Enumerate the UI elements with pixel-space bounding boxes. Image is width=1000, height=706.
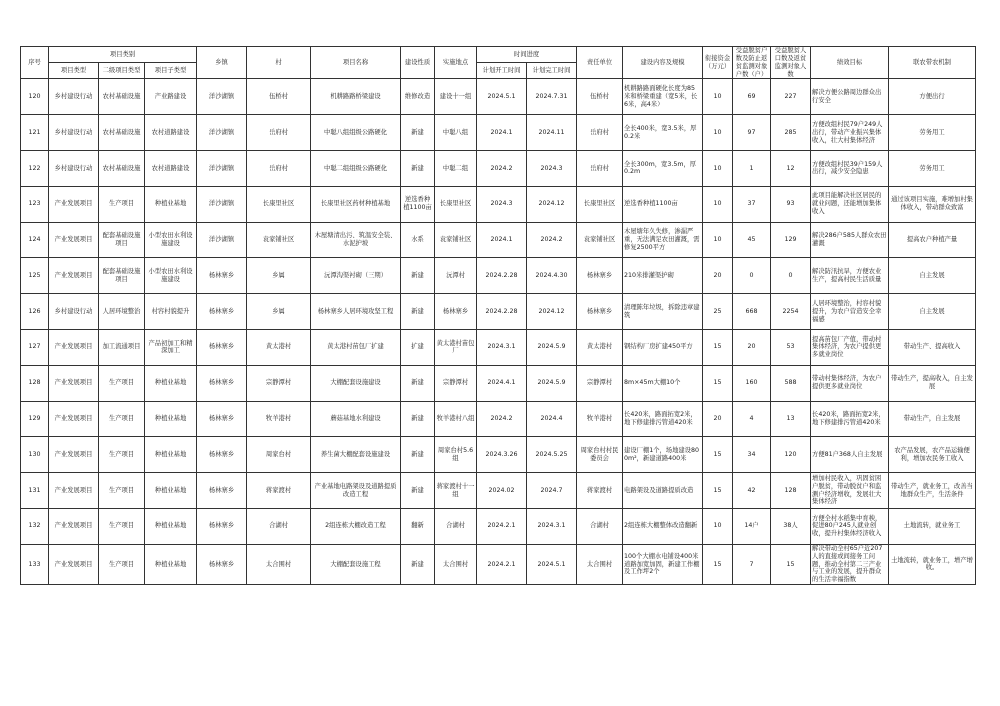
cell-sub: 农村道路建设 [145,151,197,187]
cell-mechanism: 带动生产，自主发展 [889,401,976,437]
cell-mechanism: 提高农户种植产量 [889,222,976,258]
cell-mechanism: 带动生产、提高收入 [889,330,976,366]
cell-sub2: 人居环境整治 [99,294,145,330]
cell-seq: 133 [21,544,49,584]
cell-type: 产业发展项目 [49,365,99,401]
cell-unit: 黄太港村 [577,330,623,366]
cell-nature: 新建 [401,365,435,401]
cell-mechanism: 土地流转，就业务工 [889,509,976,545]
cell-fund: 25 [703,294,733,330]
cell-start: 2024.2 [477,401,527,437]
cell-type: 产业发展项目 [49,509,99,545]
cell-name: 养生菌大棚配套设施建设 [311,437,401,473]
header-people: 受益脱贫人口数及返贫监测对象人数 [771,47,811,79]
cell-name: 木屋塘清出污、筑温安全装、水泥护坡 [311,222,401,258]
cell-nature: 水系 [401,222,435,258]
cell-village: 宗静潭村 [247,365,311,401]
cell-place: 周家台村5.6组 [435,437,477,473]
cell-goal: 增加村民收入，巩固贫困户脱贫，带动脱贫户和监测户经济增收，发展壮大集体经济 [811,473,889,509]
cell-name: 杨林寨乡人居环境攻坚工程 [311,294,401,330]
table-row [21,437,976,473]
cell-households: 20 [733,330,771,366]
cell-content: 2组连栋大棚整体改造翻新 [623,509,703,545]
cell-fund: 15 [703,544,733,584]
cell-town: 杨林寨乡 [197,294,247,330]
cell-nature: 新建 [401,151,435,187]
cell-mechanism: 劳务用工 [889,151,976,187]
table-row [21,294,976,330]
cell-start: 2024.3.1 [477,330,527,366]
cell-fund: 15 [703,473,733,509]
cell-goal: 解决286户585人群众农田灌溉 [811,222,889,258]
cell-start: 2024.2.28 [477,294,527,330]
cell-place: 黄太港村苗包厂 [435,330,477,366]
header-goal: 绩效目标 [811,47,889,79]
cell-village: 太合围村 [247,544,311,584]
cell-nature: 维修改造 [401,79,435,115]
cell-nature: 新建 [401,437,435,473]
cell-village: 蒋家渡村 [247,473,311,509]
cell-start: 2024.2.28 [477,258,527,294]
table-row [21,115,976,151]
cell-sub: 农村道路建设 [145,115,197,151]
cell-end: 2024.5.1 [527,544,577,584]
cell-content: 建设厂棚1个，场地建设800m²，新建道路400米 [623,437,703,473]
cell-sub: 村容村貌提升 [145,294,197,330]
cell-unit: 宗静潭村 [577,365,623,401]
cell-households: 45 [733,222,771,258]
table-row [21,258,976,294]
cell-village: 乡属 [247,294,311,330]
cell-people: 129 [771,222,811,258]
cell-households: 14户 [733,509,771,545]
cell-sub2: 生产项目 [99,437,145,473]
cell-village: 乡属 [247,258,311,294]
cell-content: 逆选香种植1100亩 [623,186,703,222]
cell-seq: 125 [21,258,49,294]
cell-end: 2024.12 [527,294,577,330]
cell-households: 34 [733,437,771,473]
cell-sub2: 农村基础设施 [99,115,145,151]
cell-content: 全长300m，宽3.5m，厚0.2m [623,151,703,187]
table-row [21,222,976,258]
cell-unit: 合湖村 [577,509,623,545]
cell-start: 2024.2 [477,151,527,187]
cell-nature: 新建 [401,115,435,151]
cell-people: 15 [771,544,811,584]
cell-place: 合湖村 [435,509,477,545]
cell-end: 2024.2 [527,222,577,258]
cell-village: 岳府村 [247,151,311,187]
cell-place: 中聪二组 [435,151,477,187]
table-row [21,330,976,366]
cell-name: 长康里社区药材种植基地 [311,186,401,222]
cell-sub: 种植业基地 [145,186,197,222]
cell-start: 2024.2.1 [477,544,527,584]
header-sub2: 二级项目类型 [99,63,145,79]
cell-place: 蒋家渡村十一组 [435,473,477,509]
cell-seq: 128 [21,365,49,401]
cell-type: 乡村建设行动 [49,79,99,115]
cell-goal: 解决方便公路周边群众出行安全 [811,79,889,115]
header-type: 项目类型 [49,63,99,79]
cell-type: 乡村建设行动 [49,151,99,187]
cell-content: 210米排灌渠护砌 [623,258,703,294]
cell-goal: 方便81户368人自主发展 [811,437,889,473]
cell-type: 乡村建设行动 [49,294,99,330]
cell-content: 木屋塘年久失修，渗漏严重，无法满足农田灌溉，需修复2500平方 [623,222,703,258]
cell-fund: 15 [703,330,733,366]
cell-households: 1 [733,151,771,187]
cell-goal: 此项目能解决社区居民的就业问题，还能增加集体收入 [811,186,889,222]
cell-seq: 120 [21,79,49,115]
cell-sub2: 生产项目 [99,186,145,222]
cell-nature: 扩建 [401,330,435,366]
table-row [21,401,976,437]
cell-village: 长康里社区 [247,186,311,222]
cell-mechanism: 农产品发展，农产品运输便利，增加农民务工收入 [889,437,976,473]
cell-sub: 种植业基地 [145,473,197,509]
cell-unit: 伍桥村 [577,79,623,115]
cell-content: 机耕路路面硬化长度为85米和桥梁重建（宽5米，长6米，高4米） [623,79,703,115]
cell-end: 2024.12 [527,186,577,222]
cell-type: 产业发展项目 [49,258,99,294]
cell-town: 洋沙湖镇 [197,186,247,222]
cell-town: 杨林寨乡 [197,330,247,366]
cell-unit: 杨林寨乡 [577,258,623,294]
cell-fund: 10 [703,186,733,222]
cell-end: 2024.5.9 [527,365,577,401]
header-households: 受益脱贫户数及防止返贫监测对象户数（户） [733,47,771,79]
cell-name: 2组连栋大棚改造工程 [311,509,401,545]
cell-name: 产业基地电路架设及道路提质改造工程 [311,473,401,509]
cell-seq: 131 [21,473,49,509]
table-row [21,186,976,222]
cell-goal: 解决防汛抗旱，方便农业生产，提高村民生活质量 [811,258,889,294]
cell-seq: 124 [21,222,49,258]
cell-sub2: 生产项目 [99,544,145,584]
cell-content: 钢结构厂房扩建450平方 [623,330,703,366]
cell-content: 100个大棚水电铺设400米道路加宽加固，新建工作棚及工作坪2个 [623,544,703,584]
cell-end: 2024.5.9 [527,330,577,366]
cell-households: 42 [733,473,771,509]
table-row [21,79,976,115]
table-row [21,365,976,401]
cell-town: 洋沙湖镇 [197,151,247,187]
cell-people: 93 [771,186,811,222]
cell-end: 2024.3 [527,151,577,187]
cell-people: 12 [771,151,811,187]
cell-sub2: 配套基础设施项目 [99,222,145,258]
cell-fund: 10 [703,115,733,151]
cell-people: 13 [771,401,811,437]
cell-nature: 新建 [401,544,435,584]
cell-seq: 121 [21,115,49,151]
cell-end: 2024.7.31 [527,79,577,115]
cell-goal: 人居环境整治，村容村貌提升，为农户营造安全幸福感 [811,294,889,330]
cell-mechanism: 自主发展 [889,258,976,294]
cell-content: 长420米，路面拓宽2米，地下修建排污管道420米 [623,401,703,437]
cell-sub: 产品初加工和精深加工 [145,330,197,366]
cell-people: 588 [771,365,811,401]
cell-sub2: 农村基础设施 [99,79,145,115]
cell-sub: 种植业基地 [145,401,197,437]
cell-fund: 15 [703,437,733,473]
cell-type: 产业发展项目 [49,222,99,258]
cell-seq: 132 [21,509,49,545]
cell-nature: 新建 [401,258,435,294]
cell-unit: 岳府村 [577,151,623,187]
cell-sub2: 生产项目 [99,365,145,401]
cell-fund: 10 [703,222,733,258]
cell-village: 袁家铺社区 [247,222,311,258]
cell-start: 2024.02 [477,473,527,509]
cell-unit: 周家台村村民委员会 [577,437,623,473]
cell-fund: 10 [703,509,733,545]
cell-place: 长康里社区 [435,186,477,222]
cell-unit: 杨林寨乡 [577,294,623,330]
cell-people: 2254 [771,294,811,330]
cell-end: 2024.4 [527,401,577,437]
cell-fund: 20 [703,258,733,294]
header-category-group: 项目类别 [49,47,197,63]
project-table-sheet [20,46,975,701]
header-town: 乡镇 [197,47,247,79]
cell-seq: 127 [21,330,49,366]
cell-unit: 牧羊港村 [577,401,623,437]
cell-start: 2024.1 [477,115,527,151]
cell-town: 杨林寨乡 [197,544,247,584]
cell-mechanism: 土地流转，就业务工，增产增收。 [889,544,976,584]
cell-people: 38人 [771,509,811,545]
cell-goal: 解决带动全村65户近207人的直接或间接务工问题，推动全村第二三产业与工业的发展，提升群众的生活幸福指数 [811,544,889,584]
cell-type: 产业发展项目 [49,473,99,509]
header-nature: 建设性质 [401,47,435,79]
cell-seq: 126 [21,294,49,330]
cell-households: 7 [733,544,771,584]
cell-name: 蘑菇基地水利建设 [311,401,401,437]
cell-sub: 产业路建设 [145,79,197,115]
cell-sub2: 生产项目 [99,509,145,545]
cell-place: 袁家铺社区 [435,222,477,258]
table-row [21,473,976,509]
cell-town: 杨林寨乡 [197,473,247,509]
cell-end: 2024.3.1 [527,509,577,545]
cell-place: 沅潭村 [435,258,477,294]
cell-sub: 小型农田水利设施建设 [145,258,197,294]
cell-unit: 太合围村 [577,544,623,584]
cell-name: 大棚配套设施工程 [311,544,401,584]
cell-type: 产业发展项目 [49,401,99,437]
cell-name: 中聪八组组级公路硬化 [311,115,401,151]
cell-sub: 种植业基地 [145,544,197,584]
cell-name: 大棚配套设施建设 [311,365,401,401]
cell-unit: 蒋家渡村 [577,473,623,509]
cell-village: 岳府村 [247,115,311,151]
cell-seq: 122 [21,151,49,187]
cell-mechanism: 自主发展 [889,294,976,330]
cell-mechanism: 方便出行 [889,79,976,115]
cell-town: 杨林寨乡 [197,509,247,545]
cell-place: 宗静潭村 [435,365,477,401]
cell-goal: 带动村集体经济，为农户提供更多就业岗位 [811,365,889,401]
cell-town: 洋沙湖镇 [197,222,247,258]
cell-people: 53 [771,330,811,366]
cell-name: 沅潭沟渠衬砌（三期） [311,258,401,294]
cell-content: 全长400米，宽3.5米，厚0.2米 [623,115,703,151]
cell-people: 120 [771,437,811,473]
cell-town: 杨林寨乡 [197,401,247,437]
cell-households: 0 [733,258,771,294]
cell-town: 杨林寨乡 [197,437,247,473]
header-mechanism: 联农带农机制 [889,47,976,79]
cell-town: 杨林寨乡 [197,365,247,401]
cell-unit: 岳府村 [577,115,623,151]
cell-type: 产业发展项目 [49,544,99,584]
cell-households: 97 [733,115,771,151]
cell-fund: 20 [703,401,733,437]
cell-village: 牧羊港村 [247,401,311,437]
cell-name: 黄太港村苗包厂扩建 [311,330,401,366]
header-start: 计划开工时间 [477,63,527,79]
cell-households: 4 [733,401,771,437]
header-time-group: 时间进度 [477,47,577,63]
header-sub: 项目子类型 [145,63,197,79]
cell-name: 中聪二组组级公路硬化 [311,151,401,187]
cell-start: 2024.2.1 [477,509,527,545]
cell-nature: 新建 [401,401,435,437]
cell-place: 太合围村 [435,544,477,584]
cell-sub: 种植业基地 [145,365,197,401]
table-row [21,544,976,584]
cell-start: 2024.3 [477,186,527,222]
cell-start: 2024.5.1 [477,79,527,115]
cell-village: 周家台村 [247,437,311,473]
header-place: 实施地点 [435,47,477,79]
cell-name: 机耕路路桥梁建设 [311,79,401,115]
cell-households: 160 [733,365,771,401]
cell-content: 电路架设及道路提质改造 [623,473,703,509]
cell-mechanism: 劳务用工 [889,115,976,151]
cell-sub2: 加工流通项目 [99,330,145,366]
cell-people: 285 [771,115,811,151]
cell-village: 伍桥村 [247,79,311,115]
cell-town: 洋沙湖镇 [197,79,247,115]
header-unit: 责任单位 [577,47,623,79]
cell-type: 产业发展项目 [49,330,99,366]
project-table [20,46,976,585]
cell-seq: 129 [21,401,49,437]
cell-nature: 新建 [401,473,435,509]
cell-place: 中聪八组 [435,115,477,151]
header-fund: 衔接资金（万元） [703,47,733,79]
cell-unit: 长康里社区 [577,186,623,222]
cell-mechanism: 通过该项目实施，难增加村集体收入，带动群众致富 [889,186,976,222]
cell-end: 2024.7 [527,473,577,509]
table-row [21,509,976,545]
cell-goal: 提高苗包厂产值，带动村集体经济，为农户提供更多就业岗位 [811,330,889,366]
cell-sub: 种植业基地 [145,437,197,473]
cell-households: 69 [733,79,771,115]
cell-village: 合湖村 [247,509,311,545]
cell-place: 建设十一组 [435,79,477,115]
cell-place: 杨林寨乡 [435,294,477,330]
cell-start: 2024.1 [477,222,527,258]
cell-households: 37 [733,186,771,222]
cell-households: 668 [733,294,771,330]
cell-end: 2024.4.30 [527,258,577,294]
cell-goal: 长420米，路面拓宽2米，地下修建排污管道420米 [811,401,889,437]
cell-mechanism: 带动生产，提高收入，自主发展 [889,365,976,401]
cell-start: 2024.3.26 [477,437,527,473]
cell-content: 8m×45m大棚10个 [623,365,703,401]
header-seq: 序号 [21,47,49,79]
cell-fund: 10 [703,79,733,115]
cell-sub2: 农村基础设施 [99,151,145,187]
cell-town: 洋沙湖镇 [197,115,247,151]
cell-sub2: 生产项目 [99,401,145,437]
cell-fund: 10 [703,151,733,187]
cell-type: 乡村建设行动 [49,115,99,151]
cell-type: 产业发展项目 [49,437,99,473]
header-end: 计划完工时间 [527,63,577,79]
table-body [21,79,976,585]
cell-people: 0 [771,258,811,294]
cell-mechanism: 带动生产，就业务工，改善当地群众生产，生活条件 [889,473,976,509]
header-content: 建设内容及规模 [623,47,703,79]
cell-goal: 方便改组村民39户159人出行，减少安全隐患 [811,151,889,187]
table-row [21,151,976,187]
cell-people: 227 [771,79,811,115]
cell-end: 2024.5.25 [527,437,577,473]
cell-seq: 130 [21,437,49,473]
cell-fund: 15 [703,365,733,401]
cell-seq: 123 [21,186,49,222]
cell-nature: 新建 [401,294,435,330]
cell-sub2: 生产项目 [99,473,145,509]
cell-nature: 翻新 [401,509,435,545]
cell-nature: 逆选香种植1100亩 [401,186,435,222]
cell-village: 黄太港村 [247,330,311,366]
cell-content: 清理陈年垃圾，拆除违章建筑 [623,294,703,330]
cell-goal: 方便改组村民79户249人出行，带动产业振兴集体收入，壮大村集体经济 [811,115,889,151]
cell-start: 2024.4.1 [477,365,527,401]
cell-town: 杨林寨乡 [197,258,247,294]
cell-place: 牧羊港村八组 [435,401,477,437]
cell-unit: 袁家铺社区 [577,222,623,258]
cell-sub2: 配套基础设施项目 [99,258,145,294]
header-name: 项目名称 [311,47,401,79]
cell-goal: 方便全村水稻集中育秧，促进80户245人就业创收，提升村集体经济收入 [811,509,889,545]
cell-people: 128 [771,473,811,509]
cell-end: 2024.11 [527,115,577,151]
cell-sub: 种植业基地 [145,509,197,545]
cell-sub: 小型农田水利设施建设 [145,222,197,258]
cell-type: 产业发展项目 [49,186,99,222]
header-village: 村 [247,47,311,79]
